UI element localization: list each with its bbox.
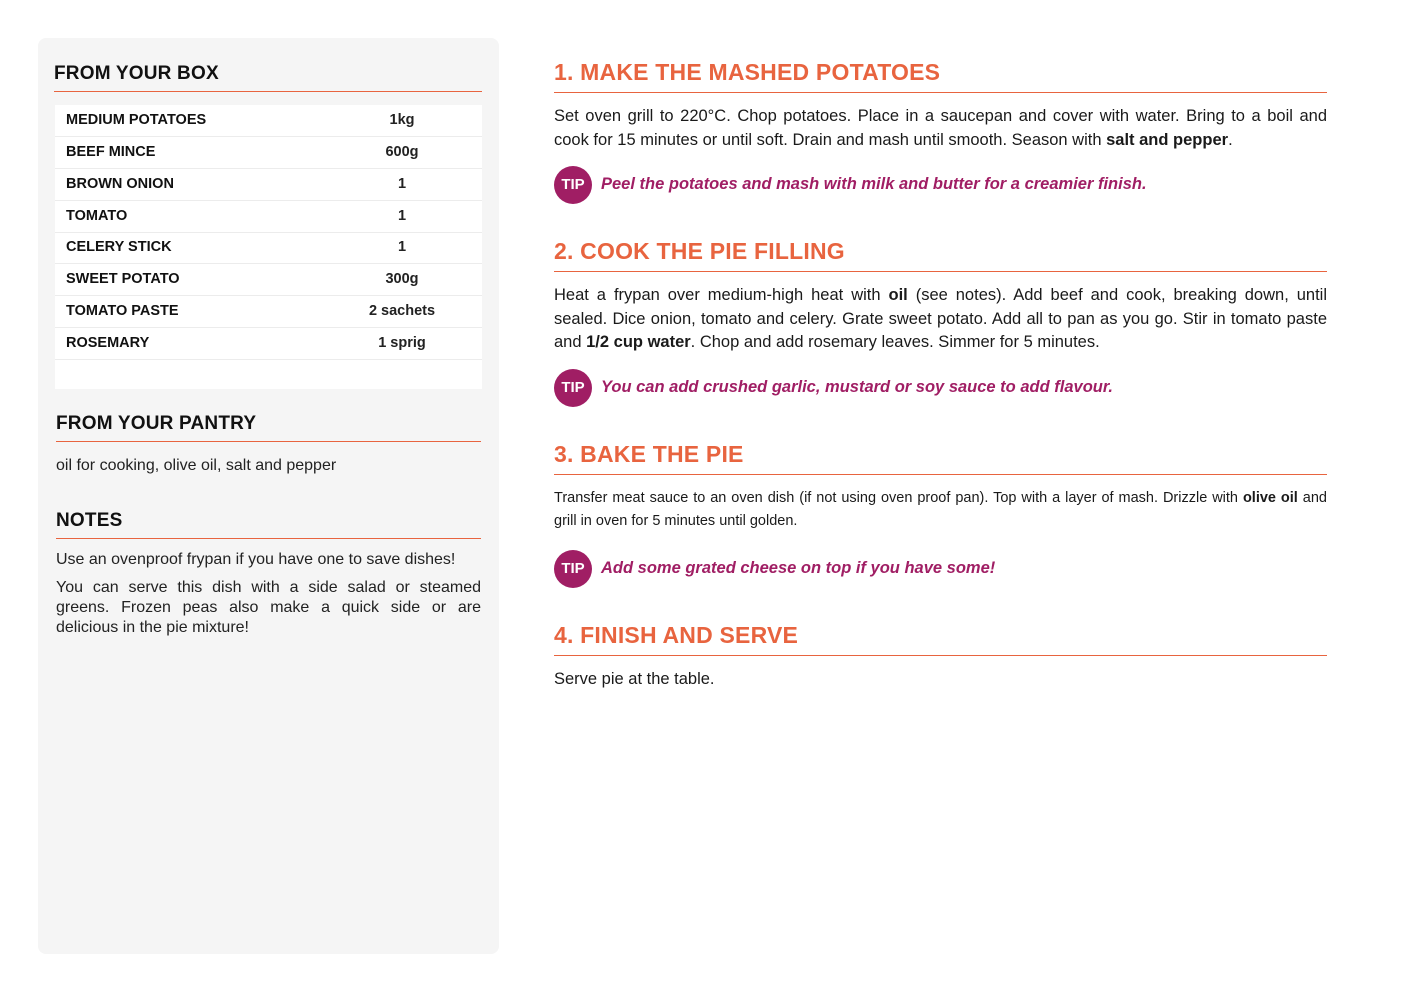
ingredient-name: BROWN ONION — [66, 176, 174, 192]
ingredient-row — [55, 105, 482, 137]
step-text-bold: salt and pepper — [1106, 130, 1229, 149]
ingredient-name: ROSEMARY — [66, 335, 150, 351]
ingredient-name: TOMATO — [66, 208, 128, 224]
ingredient-name: TOMATO PASTE — [66, 303, 179, 319]
step-3-body — [554, 487, 1327, 533]
step-1-tip — [554, 166, 1327, 204]
step-3-tip — [554, 550, 1327, 588]
notes-body — [56, 550, 481, 646]
tip-badge: TIP — [554, 550, 592, 588]
ingredient-row — [55, 201, 482, 233]
step-text: (see notes). Add beef and cook, breaking down, until sealed. Dice onion, tomato and celery. Grate sweet potato. Add all to pan as you go. Stir in tomato paste and — [554, 286, 1327, 351]
step-2-title: 2. COOK THE PIE FILLING — [554, 238, 1327, 272]
ingredient-qty: 600g — [385, 144, 419, 160]
step-1-body — [554, 105, 1327, 152]
ingredient-name: MEDIUM POTATOES — [66, 112, 207, 128]
step-text: Set oven grill to 220°C. Chop potatoes. Place in a saucepan and cover with water. Bring to a boil and cook for 15 minutes or until soft. Drain and mash until smooth. Season with — [554, 107, 1327, 149]
step-text: Serve pie at the table. — [554, 670, 715, 688]
ingredient-qty: 1 sprig — [378, 335, 426, 351]
tip-badge: TIP — [554, 166, 592, 204]
notes-heading: NOTES — [56, 510, 481, 539]
ingredient-row — [55, 137, 482, 169]
step-text: Heat a frypan over medium-high heat with — [554, 286, 889, 304]
tip-text: You can add crushed garlic, mustard or soy sauce to add flavour. — [601, 378, 1113, 396]
step-text-bold: olive oil — [1242, 490, 1298, 506]
from-your-box-heading: FROM YOUR BOX — [54, 63, 482, 92]
step-text: . — [1228, 130, 1233, 149]
step-text-bold: oil — [888, 286, 908, 304]
note-paragraph: You can serve this dish with a side salad or steamed greens. Frozen peas also make a quick side or are delicious in the pie mixture! — [56, 579, 481, 636]
note-paragraph: Use an ovenproof frypan if you have one to save dishes! — [56, 551, 456, 568]
ingredients-table — [55, 105, 482, 389]
from-your-pantry-heading: FROM YOUR PANTRY — [56, 413, 481, 442]
step-3-title: 3. BAKE THE PIE — [554, 441, 1327, 475]
step-text: . Chop and add rosemary leaves. Simmer for 5 minutes. — [690, 333, 1100, 351]
ingredient-name: CELERY STICK — [66, 239, 172, 255]
ingredient-qty: 2 sachets — [368, 303, 436, 319]
ingredient-qty: 1 — [397, 208, 407, 224]
step-2-tip — [554, 369, 1327, 407]
ingredient-name: BEEF MINCE — [66, 144, 156, 160]
ingredient-qty: 300g — [385, 271, 419, 287]
tip-text: Peel the potatoes and mash with milk and butter for a creamier finish. — [601, 175, 1147, 193]
step-text: Transfer meat sauce to an oven dish (if not using oven proof pan). Top with a layer of mash. Drizzle with — [554, 490, 1243, 506]
tip-text: Add some grated cheese on top if you have some! — [601, 559, 996, 577]
ingredient-row — [55, 169, 482, 201]
step-4-body — [554, 668, 1327, 692]
ingredient-name: SWEET POTATO — [66, 271, 180, 287]
ingredient-qty: 1 — [397, 176, 407, 192]
ingredient-row — [55, 232, 482, 264]
ingredient-row — [55, 264, 482, 296]
ingredient-qty: 1 — [397, 239, 407, 255]
ingredient-row — [55, 296, 482, 328]
ingredient-row — [55, 328, 482, 360]
step-2-body — [554, 284, 1327, 355]
tip-badge: TIP — [554, 369, 592, 407]
ingredient-qty: 1kg — [389, 112, 415, 128]
step-4-title: 4. FINISH AND SERVE — [554, 622, 1327, 656]
ingredients-sidebar — [38, 38, 499, 954]
step-text-bold: 1/2 cup water — [586, 333, 691, 351]
pantry-text: oil for cooking, olive oil, salt and pepper — [56, 457, 337, 474]
step-1-title: 1. MAKE THE MASHED POTATOES — [554, 59, 1327, 93]
step-text: and grill in oven for 5 minutes until golden. — [554, 490, 1327, 529]
